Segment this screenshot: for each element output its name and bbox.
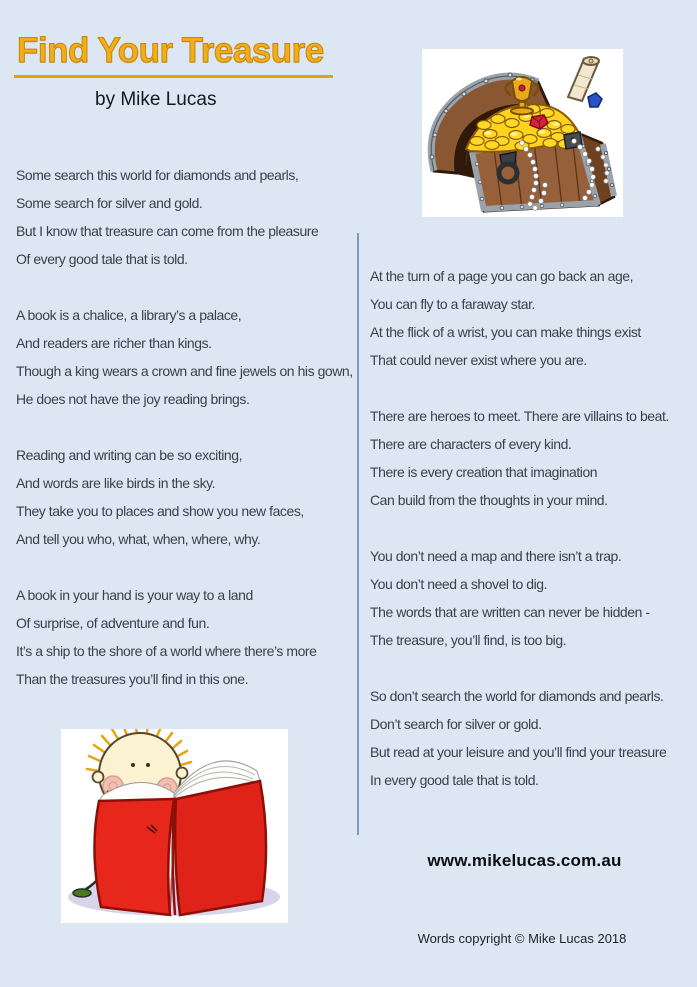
poem-right-column: [370, 262, 669, 822]
poem-line: At the flick of a wrist, you can make things exist: [370, 324, 641, 340]
page-title: Find Your Treasure: [14, 31, 333, 78]
column-divider: [357, 233, 359, 835]
poem-line: Reading and writing can be so exciting,: [16, 447, 243, 463]
poem-line: The words that are written can never be hidden -: [370, 604, 650, 620]
poem-line: Of surprise, of adventure and fun.: [16, 615, 210, 631]
poem-line: Than the treasures you’ll find in this one.: [16, 671, 249, 687]
treasure-chest-illustration: [422, 49, 623, 217]
poem-line: It’s a ship to the shore of a world where there’s more: [16, 643, 317, 659]
poem-left-column: [16, 161, 353, 721]
stanza: [370, 262, 669, 374]
poem-line: A book is a chalice, a library’s a palace,: [16, 307, 242, 323]
poem-line: Don’t search for silver or gold.: [370, 716, 542, 732]
poem-line: But I know that treasure can come from the pleasure: [16, 223, 319, 239]
poem-line: A book in your hand is your way to a land: [16, 587, 253, 603]
poem-line: He does not have the joy reading brings.: [16, 391, 250, 407]
reading-child-image: [61, 729, 288, 923]
poem-line: Of every good tale that is told.: [16, 251, 188, 267]
stanza: [370, 682, 669, 794]
website-url: www.mikelucas.com.au: [427, 851, 622, 870]
poem-line: Some search this world for diamonds and pearls,: [16, 167, 299, 183]
poem-line: Some search for silver and gold.: [16, 195, 203, 211]
poem-line: In every good tale that is told.: [370, 772, 539, 788]
reading-child-illustration: [61, 729, 288, 923]
poem-line: Though a king wears a crown and fine jewels on his gown,: [16, 363, 353, 379]
byline: by Mike Lucas: [95, 89, 217, 110]
poem-line: You don’t need a map and there isn’t a trap.: [370, 548, 622, 564]
poem-line: At the turn of a page you can go back an age,: [370, 268, 634, 284]
stanza: [370, 402, 669, 514]
poem-line: But read at your leisure and you’ll find your treasure: [370, 744, 667, 760]
poem-line: There are heroes to meet. There are villains to beat.: [370, 408, 669, 424]
poem-line: You don’t need a shovel to dig.: [370, 576, 548, 592]
poem-line: And readers are richer than kings.: [16, 335, 212, 351]
poem-line: There are characters of every kind.: [370, 436, 572, 452]
treasure-chest-image: [422, 49, 623, 217]
poem-line: You can fly to a faraway star.: [370, 296, 535, 312]
copyright-line: Words copyright © Mike Lucas 2018: [417, 931, 627, 946]
poem-line: So don’t search the world for diamonds and pearls.: [370, 688, 664, 704]
stanza: [370, 542, 669, 654]
poem-line: They take you to places and show you new faces,: [16, 503, 304, 519]
poem-line: The treasure, you’ll find, is too big.: [370, 632, 567, 648]
poem-line: There is every creation that imagination: [370, 464, 598, 480]
poem-line: And words are like birds in the sky.: [16, 475, 216, 491]
stanza: [16, 581, 353, 693]
poem-line: Can build from the thoughts in your mind.: [370, 492, 608, 508]
poem-line: And tell you who, what, when, where, why.: [16, 531, 261, 547]
stanza: [16, 161, 353, 273]
stanza: [16, 441, 353, 553]
stanza: [16, 301, 353, 413]
poem-line: That could never exist where you are.: [370, 352, 587, 368]
